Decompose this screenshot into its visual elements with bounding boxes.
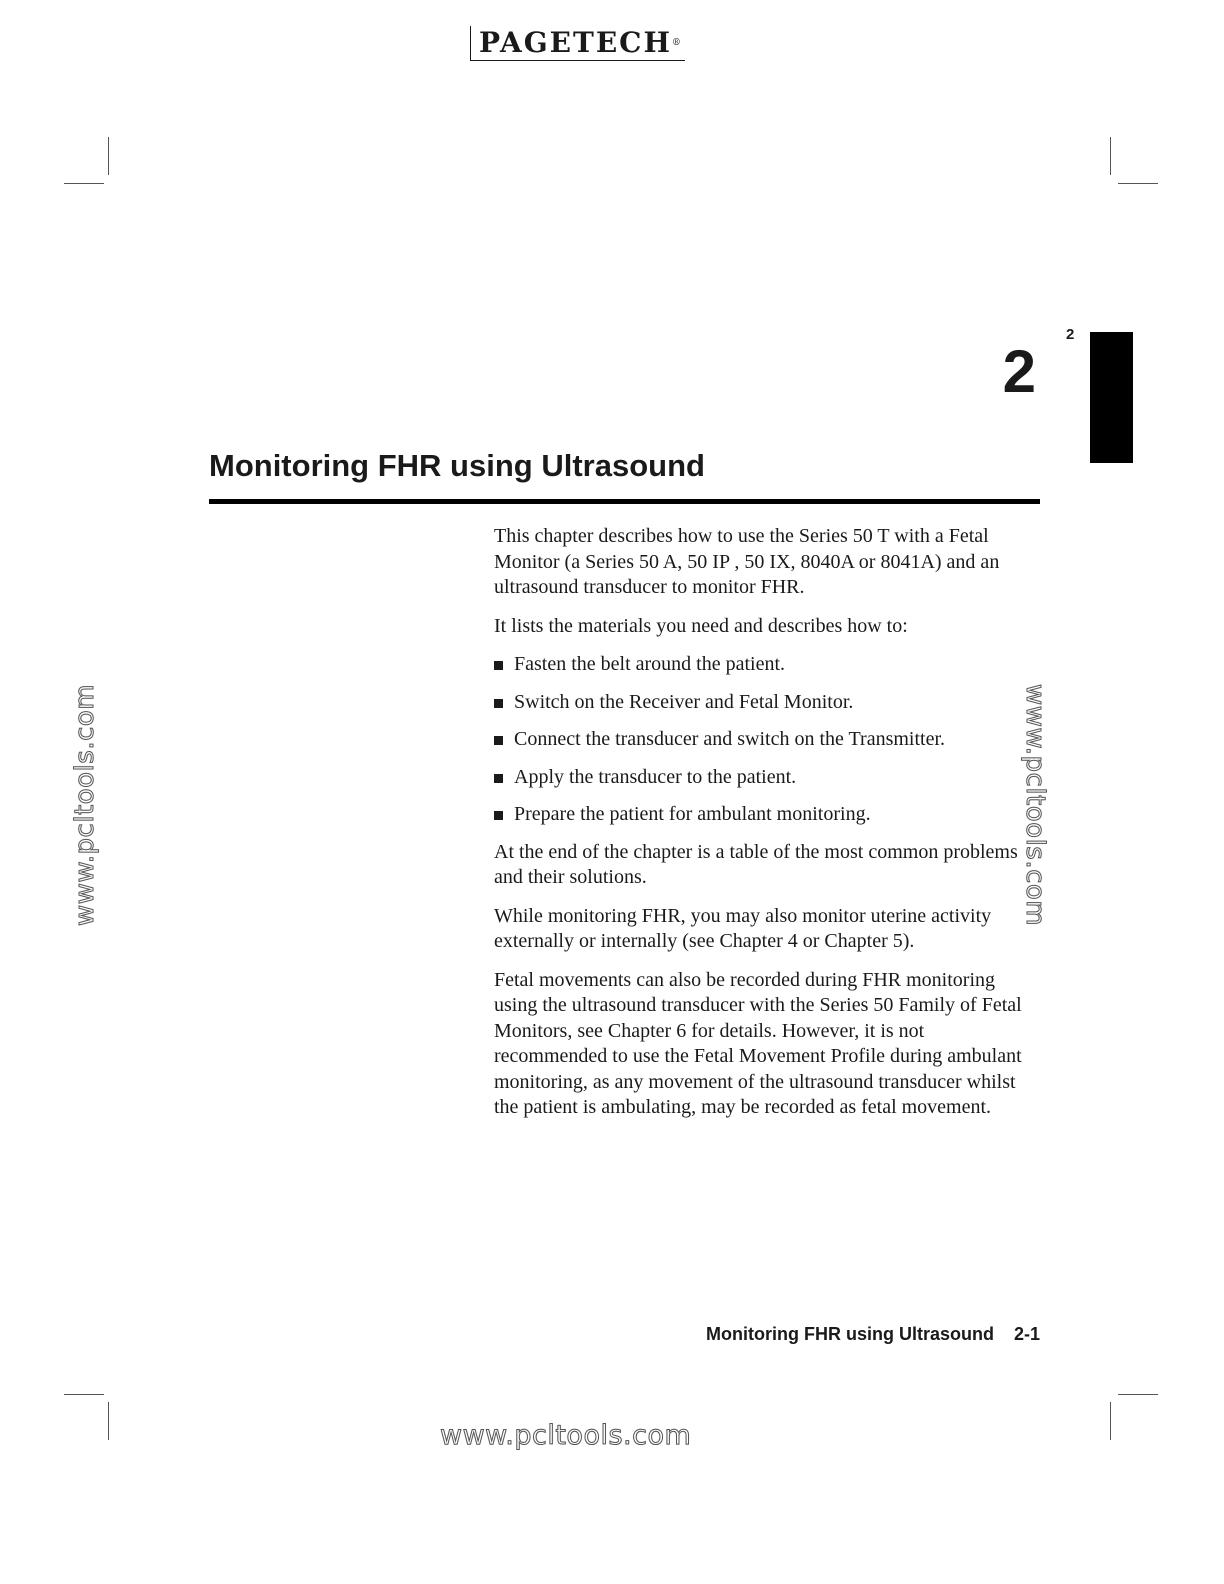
chapter-body [494, 524, 1034, 1134]
end-paragraph: At the end of the chapter is a table of the most common problems and their solutions. [494, 840, 1018, 888]
square-bullet-icon [494, 811, 503, 820]
chapter-title: Monitoring FHR using Ultrasound [209, 448, 705, 483]
list-item: Fasten the belt around the patient. [494, 652, 1034, 678]
fetal-movement-paragraph: Fetal movements can also be recorded during FHR monitoring using the ultrasound transducer with the Series 50 Family of Fetal Monitors, see Chapter 6 for details. However, it is not recommended to use the Fetal Movement Profile during ambulant monitoring, as any movement of the ultrasound transducer whilst the patient is ambulating, may be recorded as fetal movement. [494, 968, 1022, 1118]
list-item: Switch on the Receiver and Fetal Monitor. [494, 690, 1034, 716]
page-footer [706, 1324, 1040, 1345]
square-bullet-icon [494, 736, 503, 745]
square-bullet-icon [494, 699, 503, 708]
chapter-tab-block [1090, 332, 1133, 463]
crop-mark-top-right-horizontal [1118, 183, 1158, 184]
crop-mark-top-left-horizontal [64, 183, 104, 184]
crop-mark-bottom-right-horizontal [1118, 1394, 1158, 1395]
footer-page-number: 2-1 [1013, 1324, 1040, 1344]
crop-mark-bottom-right-vertical [1110, 1402, 1111, 1440]
watermark-bottom: www.pcltools.com [440, 1420, 692, 1451]
crop-mark-top-left-vertical [108, 137, 109, 175]
square-bullet-icon [494, 774, 503, 783]
logo-text: PAGETECH [479, 26, 672, 59]
list-item: Prepare the patient for ambulant monitoring. [494, 802, 1034, 828]
crop-mark-bottom-left-vertical [108, 1402, 109, 1440]
task-list [494, 652, 1034, 828]
footer-section-title: Monitoring FHR using Ultrasound [706, 1324, 994, 1344]
title-rule [209, 499, 1040, 504]
crop-mark-bottom-left-horizontal [64, 1394, 104, 1395]
pagetech-logo [470, 26, 685, 61]
registered-mark: ® [671, 38, 683, 48]
list-item: Connect the transducer and switch on the Transmitter. [494, 727, 1034, 753]
intro-paragraph: This chapter describes how to use the Series 50 T with a Fetal Monitor (a Series 50 A, 50 IP , 50 IX, 8040A or 8041A) and an ultrasound transducer to monitor FHR. [494, 525, 1000, 598]
chapter-tab-number: 2 [1066, 326, 1075, 343]
square-bullet-icon [494, 661, 503, 670]
watermark-left: www.pcltools.com [70, 683, 100, 927]
chapter-number: 2 [1002, 338, 1036, 405]
lead-paragraph: It lists the materials you need and describes how to: [494, 614, 908, 637]
list-item: Apply the transducer to the patient. [494, 765, 1034, 791]
watermark-right: www.pcltools.com [1020, 683, 1050, 927]
uterine-paragraph: While monitoring FHR, you may also monitor uterine activity externally or internally (see Chapter 4 or Chapter 5). [494, 904, 992, 952]
crop-mark-top-right-vertical [1110, 137, 1111, 175]
